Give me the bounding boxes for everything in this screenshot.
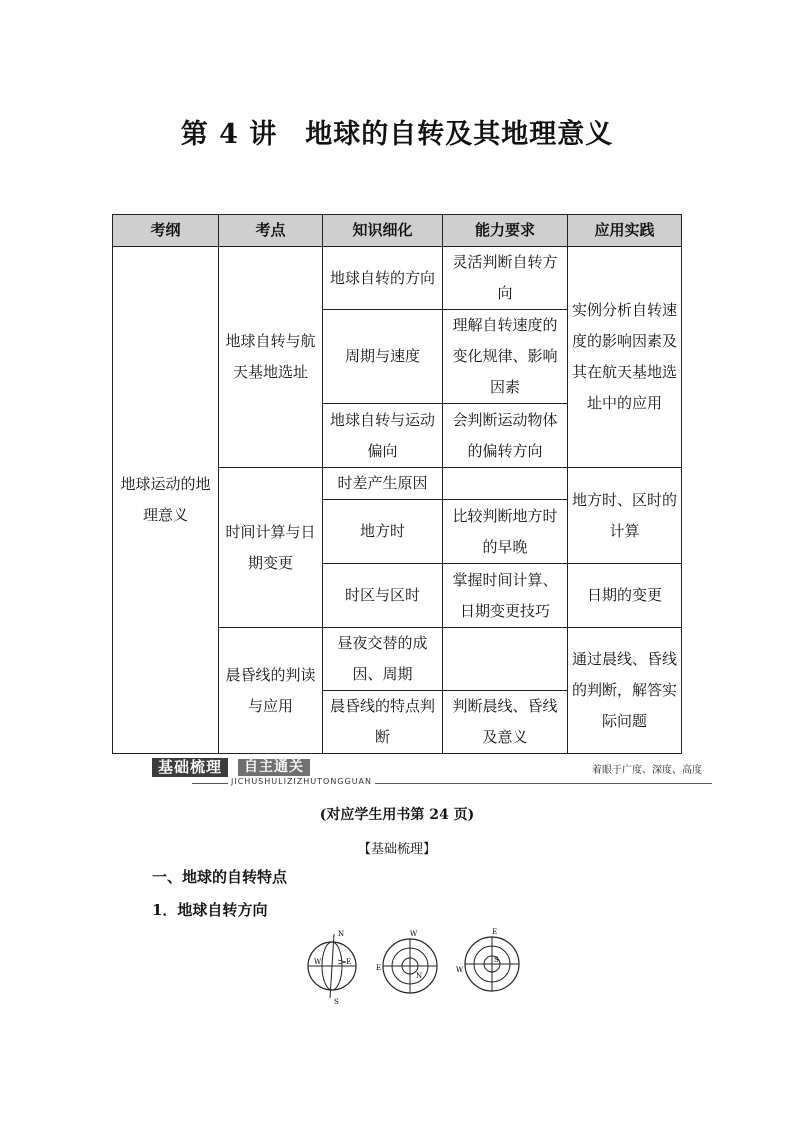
header-outline: 考纲	[113, 215, 219, 247]
table-header-row	[113, 215, 682, 247]
knowledge-cell: 地球自转的方向	[323, 247, 443, 310]
ability-cell: 灵活判断自转方向	[443, 247, 568, 310]
banner-dark-label: 基础梳理	[152, 758, 228, 777]
knowledge-cell: 周期与速度	[323, 310, 443, 404]
subheading: 【基础梳理】	[357, 842, 436, 857]
header-knowledge: 知识细化	[323, 215, 443, 247]
d1-south-label: S	[334, 998, 339, 1006]
banner-light-label: 自主通关	[238, 759, 310, 776]
d3-west-label: W	[456, 966, 464, 974]
practice-cell-4: 通过晨线、昏线的判断，解答实际问题	[568, 628, 682, 754]
header-practice: 应用实践	[568, 215, 682, 247]
section-banner	[152, 758, 712, 788]
d2-west-label: W	[410, 930, 418, 938]
south-pole-view-diagram	[456, 928, 519, 991]
syllabus-table	[112, 214, 682, 754]
d3-south-label: S	[494, 956, 499, 964]
rotation-direction-diagrams	[300, 926, 530, 1006]
ability-cell-empty	[443, 468, 568, 500]
side-view-globe-diagram	[308, 930, 356, 1006]
book-reference: (对应学生用书第 24 页)	[319, 807, 475, 823]
ability-cell: 掌握时间计算、日期变更技巧	[443, 564, 568, 628]
outline-cell: 地球运动的地理意义	[113, 247, 219, 754]
page-title: 第 4 讲 地球的自转及其地理意义	[180, 119, 614, 150]
d1-west-label: W	[314, 958, 322, 966]
header-keypoint: 考点	[219, 215, 323, 247]
knowledge-cell: 时区与区时	[323, 564, 443, 628]
knowledge-cell: 昼夜交替的成因、周期	[323, 628, 443, 691]
d1-north-label: N	[338, 930, 345, 938]
ability-cell: 比较判断地方时的早晚	[443, 500, 568, 564]
d2-east-label: E	[376, 964, 382, 972]
ability-cell: 判断晨线、昏线及意义	[443, 691, 568, 754]
practice-cell-3: 日期的变更	[568, 564, 682, 628]
north-pole-view-diagram	[376, 930, 437, 993]
keypoint-cell-2: 时间计算与日期变更	[219, 468, 323, 628]
knowledge-cell: 晨昏线的特点判断	[323, 691, 443, 754]
practice-cell-2: 地方时、区时的计算	[568, 468, 682, 564]
banner-pinyin: JICHUSHULIZIZHUTONGGUAN	[228, 777, 375, 786]
d1-east-label: E	[346, 958, 352, 966]
ability-cell: 会判断运动物体的偏转方向	[443, 404, 568, 468]
table-row	[113, 247, 682, 310]
knowledge-cell: 地球自转与运动偏向	[323, 404, 443, 468]
subsection-heading: 1．地球自转方向	[152, 901, 268, 919]
d2-north-label: N	[416, 972, 423, 980]
header-ability: 能力要求	[443, 215, 568, 247]
keypoint-cell-1: 地球自转与航天基地选址	[219, 247, 323, 468]
knowledge-cell: 地方时	[323, 500, 443, 564]
banner-slogan: 着眼于广度、深度、高度	[592, 765, 702, 776]
ability-cell: 理解自转速度的变化规律、影响因素	[443, 310, 568, 404]
practice-cell-1: 实例分析自转速度的影响因素及其在航天基地选址中的应用	[568, 247, 682, 468]
ability-cell-empty	[443, 628, 568, 691]
d3-east-label: E	[492, 928, 498, 936]
keypoint-cell-3: 晨昏线的判读与应用	[219, 628, 323, 754]
knowledge-cell: 时差产生原因	[323, 468, 443, 500]
section-heading: 一、地球的自转特点	[152, 868, 288, 886]
